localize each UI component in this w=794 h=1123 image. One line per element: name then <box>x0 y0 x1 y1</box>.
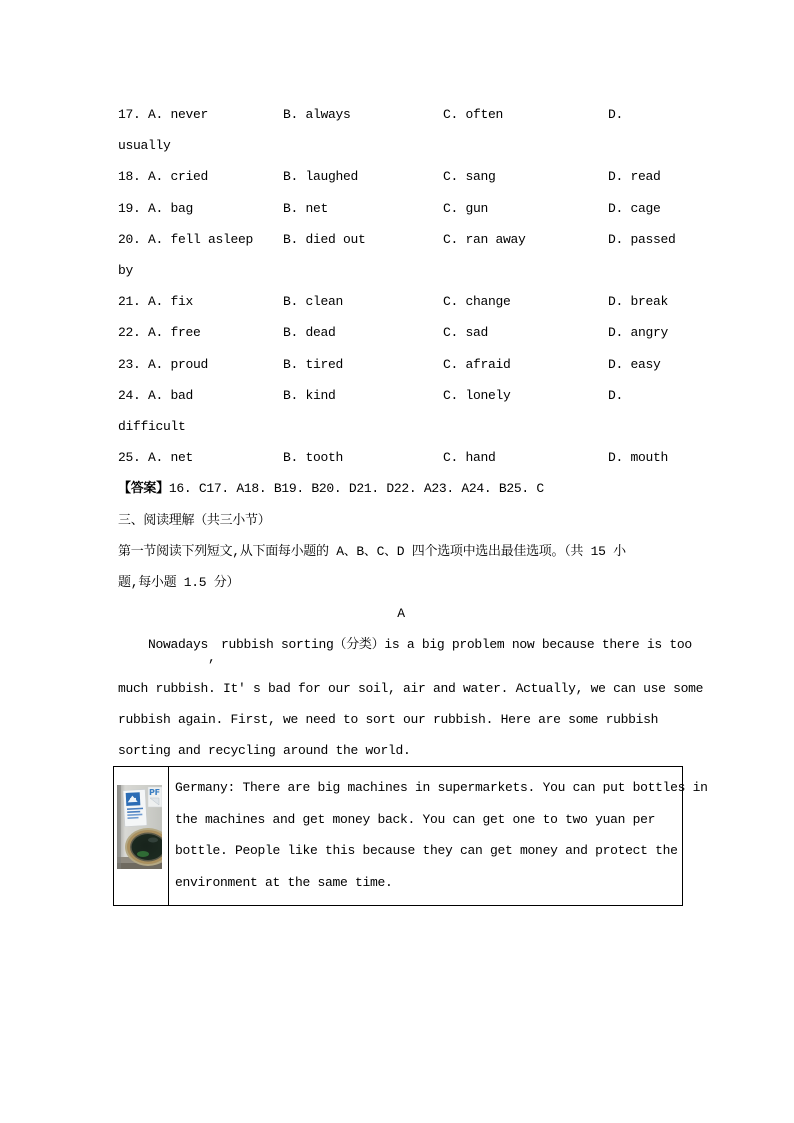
option-19-a: 19. A. bag <box>118 200 194 216</box>
instruction-line-1: 第一节阅读下列短文,从下面每小题的 A、B、C、D 四个选项中选出最佳选项。（共 15 小 <box>118 543 626 559</box>
option-23-d: D. easy <box>608 356 661 372</box>
answer-line <box>118 473 684 504</box>
option-22-d: D. angry <box>608 325 669 341</box>
cloze-row-21 <box>118 286 684 317</box>
option-18-b: B. laughed <box>283 169 359 185</box>
germany-line-1: Germany: There are big machines in supermarkets. You can put bottles in <box>175 780 708 796</box>
option-17-a: 17. A. never <box>118 107 209 122</box>
passage-line-2: much rubbish. It' s bad for our soil, air and water. Actually, we can use some <box>118 680 704 696</box>
option-23-b: B. tired <box>283 356 344 372</box>
option-25-a: 25. A. net <box>118 450 194 466</box>
cloze-row-24 <box>118 380 684 411</box>
option-18-d: D. read <box>608 169 661 185</box>
germany-line-3: bottle. People like this because they can get money and protect the <box>175 843 678 859</box>
dropped-comma: , <box>208 650 216 666</box>
option-23-a: 23. A. proud <box>118 356 209 372</box>
option-19-c: C. gun <box>443 200 489 216</box>
passage-line-1-post: rubbish sorting（分类）is a big problem now because there is too <box>221 637 692 653</box>
option-20-d-wrap: by <box>118 263 134 279</box>
passage-title: A <box>397 606 405 622</box>
instruction-line-2: 题,每小题 1.5 分） <box>118 575 240 591</box>
option-17-d-wrap: usually <box>118 138 171 154</box>
passage-line-3: rubbish again. First, we need to sort our rubbish. Here are some rubbish <box>118 711 659 727</box>
passage-line-1-pre: Nowadays <box>148 637 209 653</box>
cloze-row-23 <box>118 349 684 380</box>
germany-line-4: environment at the same time. <box>175 874 393 890</box>
section-heading: 三、阅读理解（共三小节） <box>118 512 271 528</box>
option-21-c: C. change <box>443 294 511 310</box>
cloze-row-20 <box>118 224 684 255</box>
option-21-b: B. clean <box>283 294 344 310</box>
option-17-b: B. always <box>283 107 351 122</box>
option-25-b: B. tooth <box>283 450 344 466</box>
option-25-c: C. hand <box>443 450 496 466</box>
answer-label: 【答案】 <box>118 481 169 497</box>
cloze-row-22 <box>118 317 684 348</box>
passage-line-4: sorting and recycling around the world. <box>118 743 411 759</box>
table-text-cell <box>169 767 708 906</box>
option-20-a: 20. A. fell asleep <box>118 231 254 247</box>
option-24-d: D. <box>608 387 624 403</box>
option-21-d: D. break <box>608 294 669 310</box>
recycling-machine-photo <box>117 785 162 869</box>
table-image-cell <box>114 767 169 906</box>
option-24-a: 24. A. bad <box>118 387 194 403</box>
option-24-b: B. kind <box>283 387 336 403</box>
option-24-c: C. lonely <box>443 387 511 403</box>
option-19-d: D. cage <box>608 200 661 216</box>
svg-text:PF: PF <box>149 788 160 798</box>
machine-sticker-right <box>148 787 162 807</box>
cloze-row-19 <box>118 193 684 224</box>
option-18-c: C. sang <box>443 169 496 185</box>
option-17-c: C. often <box>443 107 504 122</box>
option-22-a: 22. A. free <box>118 325 201 341</box>
cloze-row-25 <box>118 442 684 473</box>
rubbish-sorting-table <box>113 766 708 906</box>
option-20-b: B. died out <box>283 231 366 247</box>
option-24-d-wrap: difficult <box>118 419 186 435</box>
option-22-b: B. dead <box>283 325 336 341</box>
option-18-a: 18. A. cried <box>118 169 209 185</box>
cloze-row-17 <box>118 99 684 130</box>
option-20-c: C. ran away <box>443 231 526 247</box>
option-17-d: D. <box>608 107 624 122</box>
page-content <box>118 99 708 906</box>
machine-sticker-left <box>123 790 147 827</box>
option-21-a: 21. A. fix <box>118 294 194 310</box>
passage-line-1 <box>118 629 692 666</box>
germany-line-2: the machines and get money back. You can get one to two yuan per <box>175 811 656 827</box>
option-20-d: D. passed <box>608 231 676 247</box>
option-25-d: D. mouth <box>608 450 669 466</box>
option-22-c: C. sad <box>443 325 489 341</box>
option-23-c: C. afraid <box>443 356 511 372</box>
cloze-row-18 <box>118 161 684 192</box>
table-row <box>114 767 683 906</box>
option-19-b: B. net <box>283 200 329 216</box>
answer-values: 16. C17. A18. B19. B20. D21. D22. A23. A24. B25. C <box>168 481 544 497</box>
